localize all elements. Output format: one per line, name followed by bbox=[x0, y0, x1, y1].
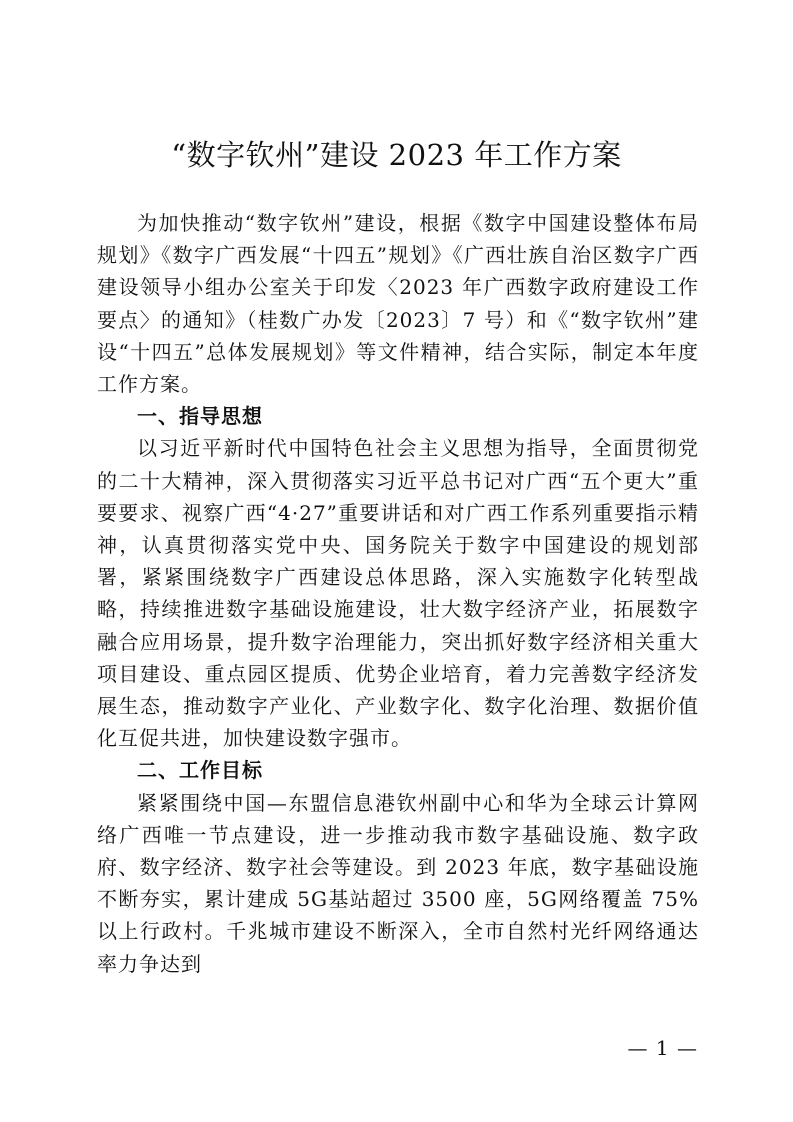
section-paragraph-guiding-ideology: 以习近平新时代中国特色社会主义思想为指导，全面贯彻党的二十大精神，深入贯彻落实习近平总书记对广西“五个更大”重要要求、视察广西“4·27”重要讲话和对广西工作系列重要指示精神，认真贯彻落实党中央、国务院关于数字中国建设的规划部署，紧紧围绕数字广西建设总体思路，深入实施数字化转型战略，持续推进数字基础设施建设，壮大数字经济产业，拓展数字融合应用场景，提升数字治理能力，突出抓好数字经济相关重大项目建设、重点园区提质、优势企业培育，着力完善数字经济发展生态，推动数字产业化、产业数字化、数字化治理、数据价值化互促共进，加快建设数字强市。 bbox=[97, 436, 699, 751]
document-title: “数字钦州”建设 2023 年工作方案 bbox=[171, 138, 622, 172]
document-body bbox=[97, 207, 699, 980]
intro-paragraph: 为加快推动“数字钦州”建设，根据《数字中国建设整体布局规划》《数字广西发展“十四五”规划》《广西壮族自治区数字广西建设领导小组办公室关于印发〈2023 年广西数字政府建设工作要点〉的通知》（桂数广办发〔2023〕7 号）和《“数字钦州”建设“十四五”总体发展规划》等文件精神，结合实际，制定本年度工作方案。 bbox=[97, 211, 699, 397]
page-number: — 1 — bbox=[627, 1036, 698, 1060]
section-paragraph-work-goals: 紧紧围绕中国—东盟信息港钦州副中心和华为全球云计算网络广西唯一节点建设，进一步推动我市数字基础设施、数字政府、数字经济、数字社会等建设。到 2023 年底，数字基础设施不断夯实，累计建成 5G基站超过 3500 座，5G网络覆盖 75%以上行政村。千兆城市建设不断深入，全市自然村光纤网络通达率力争达到 bbox=[97, 790, 699, 976]
section-heading-guiding-ideology: 一、指导思想 bbox=[137, 404, 263, 429]
section-heading-work-goals: 二、工作目标 bbox=[137, 758, 263, 783]
